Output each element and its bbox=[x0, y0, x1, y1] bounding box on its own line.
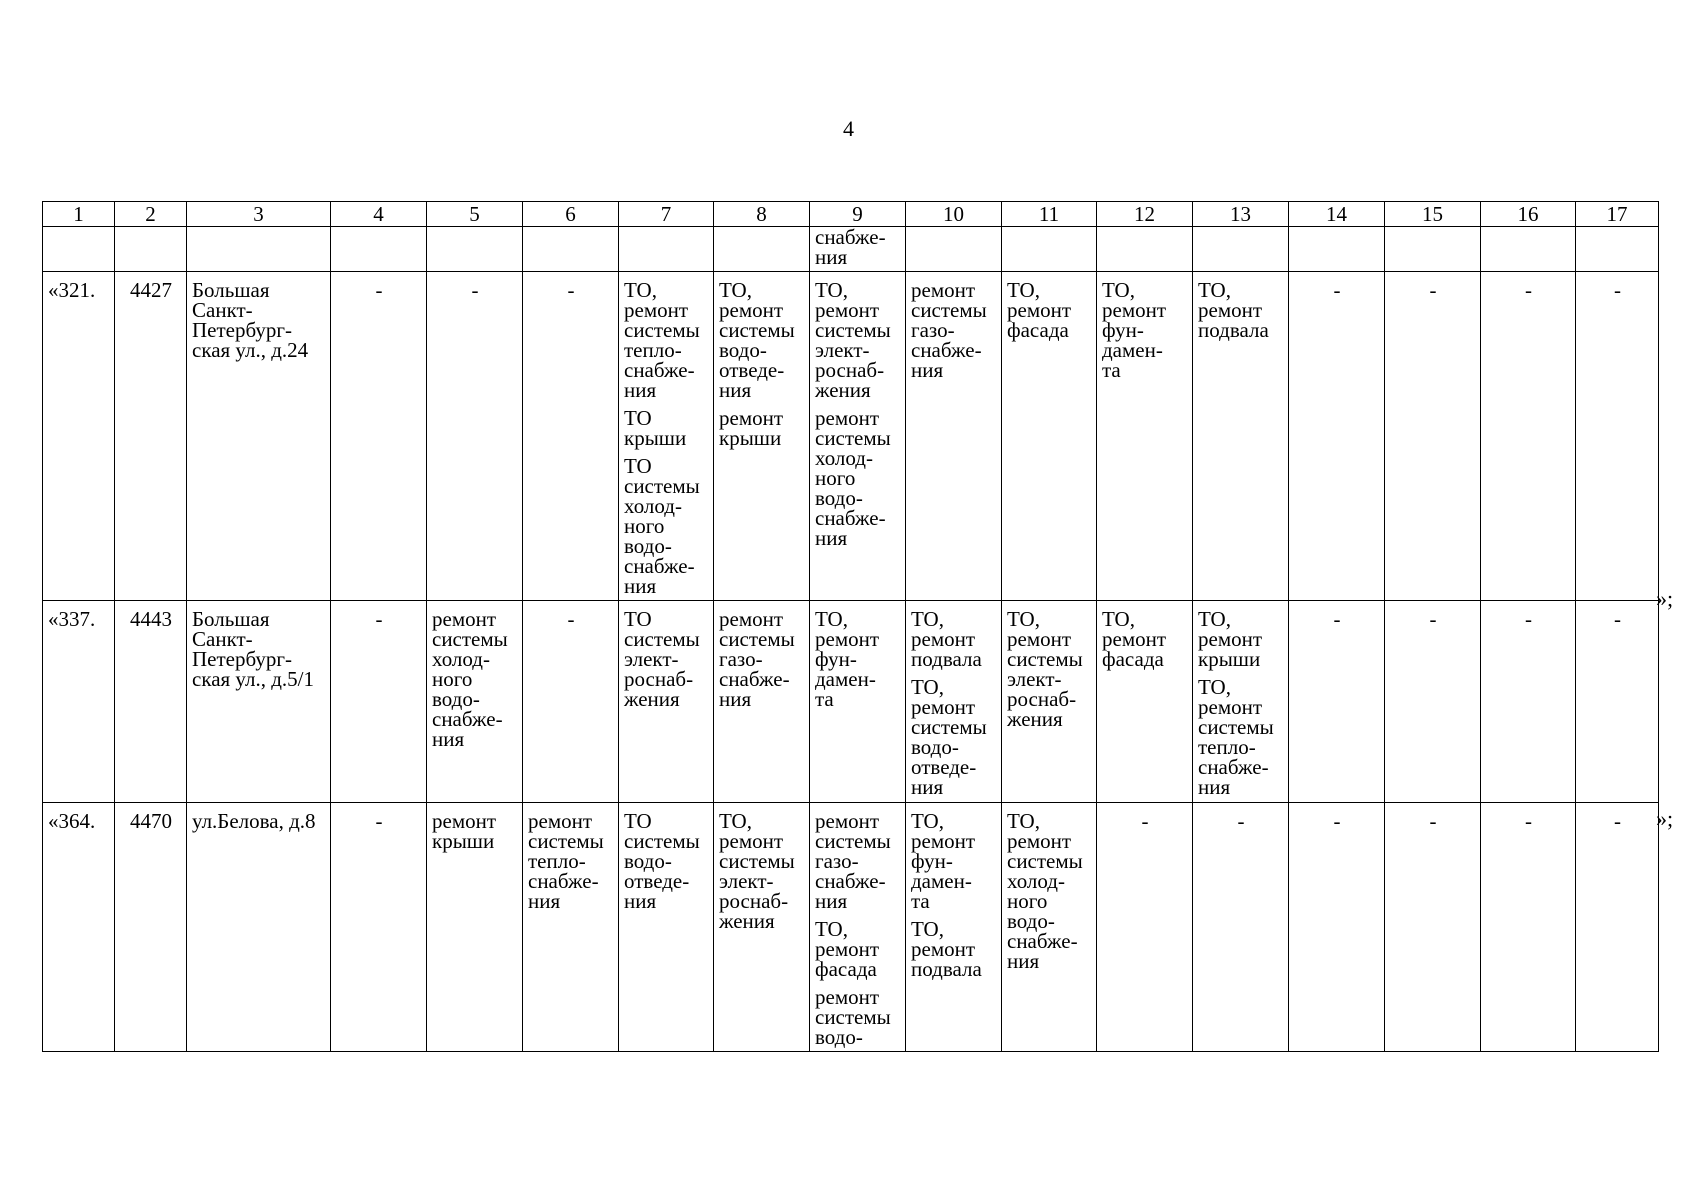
continuation-cell-13 bbox=[1193, 227, 1289, 272]
work-item: ТО, ремонт фасада bbox=[1007, 278, 1072, 342]
continuation-cell-4 bbox=[331, 227, 427, 272]
table-row bbox=[43, 272, 1659, 601]
empty-dash: - bbox=[1333, 278, 1341, 302]
work-cell-col-7 bbox=[619, 272, 714, 601]
continuation-cell-6 bbox=[523, 227, 619, 272]
work-cell-col-12 bbox=[1097, 803, 1193, 1052]
column-number-11: 11 bbox=[1002, 202, 1097, 227]
row-number: «337. bbox=[43, 601, 115, 803]
work-item: ТО крыши bbox=[624, 406, 687, 450]
empty-dash: - bbox=[1525, 278, 1532, 302]
work-cell-col-4 bbox=[331, 803, 427, 1052]
empty-dash: - bbox=[1333, 809, 1341, 833]
column-number-15: 15 bbox=[1385, 202, 1481, 227]
work-item: ремонт системы газо- снабже- ния bbox=[815, 809, 891, 913]
work-item: ремонт системы газо- снабже- ния bbox=[719, 607, 795, 711]
work-cell-col-8 bbox=[714, 601, 810, 803]
column-number-2: 2 bbox=[115, 202, 187, 227]
work-item: ТО, ремонт системы водо- отведе- ния bbox=[911, 675, 987, 799]
cell-text: снабже- ния bbox=[815, 226, 886, 269]
column-numbers-row bbox=[43, 202, 1659, 227]
empty-dash: - bbox=[375, 607, 383, 631]
work-item: ремонт системы холод- ного водо- снабже- ния bbox=[432, 607, 508, 751]
work-cell-col-7 bbox=[619, 601, 714, 803]
work-item: ТО, ремонт системы тепло- снабже- ния bbox=[1198, 675, 1274, 799]
empty-dash: - bbox=[1525, 607, 1532, 631]
work-cell-col-9 bbox=[810, 601, 906, 803]
work-item: ТО, ремонт подвала bbox=[1198, 278, 1269, 342]
work-item: ТО, ремонт системы холод- ного водо- снабже- ния bbox=[1007, 809, 1083, 973]
continuation-cell-3 bbox=[187, 227, 331, 272]
work-cell-col-7 bbox=[619, 803, 714, 1052]
work-cell-col-17 bbox=[1576, 272, 1659, 601]
column-number-9: 9 bbox=[810, 202, 906, 227]
column-number-6: 6 bbox=[523, 202, 619, 227]
work-cell-col-16 bbox=[1481, 601, 1576, 803]
continuation-cell-12 bbox=[1097, 227, 1193, 272]
work-cell-col-10 bbox=[906, 272, 1002, 601]
work-item: ТО системы водо- отведе- ния bbox=[624, 809, 700, 913]
work-cell-col-15 bbox=[1385, 601, 1481, 803]
work-cell-col-9 bbox=[810, 803, 906, 1052]
work-item: ТО, ремонт системы водо- отведе- ния bbox=[719, 278, 795, 402]
work-cell-col-5 bbox=[427, 601, 523, 803]
work-cell-col-13 bbox=[1193, 601, 1289, 803]
column-number-3: 3 bbox=[187, 202, 331, 227]
building-address bbox=[187, 803, 331, 1052]
work-item: ремонт системы газо- снабже- ния bbox=[911, 278, 987, 382]
column-number-13: 13 bbox=[1193, 202, 1289, 227]
column-number-10: 10 bbox=[906, 202, 1002, 227]
work-cell-col-10 bbox=[906, 803, 1002, 1052]
page-number: 4 bbox=[843, 116, 854, 141]
work-cell-col-15 bbox=[1385, 272, 1481, 601]
work-cell-col-14 bbox=[1289, 272, 1385, 601]
column-number-14: 14 bbox=[1289, 202, 1385, 227]
row-number: «364. bbox=[43, 803, 115, 1052]
empty-dash: - bbox=[1141, 809, 1149, 833]
table-row bbox=[43, 803, 1659, 1052]
work-item: ТО, ремонт фун- дамен- та bbox=[911, 809, 976, 913]
work-item: ТО системы холод- ного водо- снабже- ния bbox=[624, 454, 700, 598]
closing-quote-row-2: »; bbox=[1656, 806, 1674, 831]
continuation-cell-2 bbox=[115, 227, 187, 272]
continuation-cell-15 bbox=[1385, 227, 1481, 272]
column-number-8: 8 bbox=[714, 202, 810, 227]
work-item: ТО, ремонт фасада bbox=[1102, 607, 1167, 671]
column-number-7: 7 bbox=[619, 202, 714, 227]
work-cell-col-12 bbox=[1097, 272, 1193, 601]
work-cell-col-6 bbox=[523, 272, 619, 601]
continuation-cell-17 bbox=[1576, 227, 1659, 272]
empty-dash: - bbox=[1614, 278, 1621, 302]
column-number-5: 5 bbox=[427, 202, 523, 227]
work-cell-col-9 bbox=[810, 272, 906, 601]
work-cell-col-14 bbox=[1289, 601, 1385, 803]
work-item: ТО, ремонт подвала bbox=[911, 607, 982, 671]
work-cell-col-4 bbox=[331, 601, 427, 803]
building-code: 4443 bbox=[115, 601, 187, 803]
continuation-cell-10 bbox=[906, 227, 1002, 272]
empty-dash: - bbox=[1237, 809, 1245, 833]
work-item: ТО, ремонт системы элект- роснаб- жения bbox=[815, 278, 891, 402]
address-text: Большая Санкт- Петербург- ская ул., д.5/1 bbox=[192, 607, 315, 691]
work-cell-col-13 bbox=[1193, 803, 1289, 1052]
empty-dash: - bbox=[1525, 809, 1532, 833]
continuation-cell-7 bbox=[619, 227, 714, 272]
work-cell-col-11 bbox=[1002, 601, 1097, 803]
continuation-cell-9 bbox=[810, 227, 906, 272]
work-item: ремонт системы водо- bbox=[815, 985, 891, 1049]
work-item: ТО, ремонт фун- дамен- та bbox=[1102, 278, 1167, 382]
work-item: ТО, ремонт системы элект- роснаб- жения bbox=[719, 809, 795, 933]
row-number: «321. bbox=[43, 272, 115, 601]
building-code: 4470 bbox=[115, 803, 187, 1052]
work-cell-col-14 bbox=[1289, 803, 1385, 1052]
work-cell-col-4 bbox=[331, 272, 427, 601]
work-cell-col-8 bbox=[714, 803, 810, 1052]
work-item: ТО, ремонт системы элект- роснаб- жения bbox=[1007, 607, 1083, 731]
work-item: ремонт системы тепло- снабже- ния bbox=[528, 809, 604, 913]
empty-dash: - bbox=[375, 809, 383, 833]
work-cell-col-17 bbox=[1576, 803, 1659, 1052]
table-row bbox=[43, 601, 1659, 803]
empty-dash: - bbox=[1429, 278, 1437, 302]
work-cell-col-16 bbox=[1481, 272, 1576, 601]
building-code: 4427 bbox=[115, 272, 187, 601]
column-number-16: 16 bbox=[1481, 202, 1576, 227]
column-number-12: 12 bbox=[1097, 202, 1193, 227]
address-text: ул.Белова, д.8 bbox=[192, 809, 316, 833]
empty-dash: - bbox=[567, 607, 575, 631]
closing-quote-row-1: »; bbox=[1656, 586, 1674, 611]
work-cell-col-8 bbox=[714, 272, 810, 601]
work-item: ремонт системы холод- ного водо- снабже- ния bbox=[815, 406, 891, 550]
work-item: ремонт крыши bbox=[719, 406, 784, 450]
empty-dash: - bbox=[1614, 607, 1621, 631]
column-number-4: 4 bbox=[331, 202, 427, 227]
work-cell-col-15 bbox=[1385, 803, 1481, 1052]
building-address bbox=[187, 272, 331, 601]
work-item: ТО, ремонт фун- дамен- та bbox=[815, 607, 880, 711]
work-cell-col-5 bbox=[427, 803, 523, 1052]
work-cell-col-17 bbox=[1576, 601, 1659, 803]
work-cell-col-13 bbox=[1193, 272, 1289, 601]
work-cell-col-10 bbox=[906, 601, 1002, 803]
building-address bbox=[187, 601, 331, 803]
works-table bbox=[42, 201, 1659, 1052]
work-item: ТО, ремонт фасада bbox=[815, 917, 880, 981]
work-item: ТО, ремонт подвала bbox=[911, 917, 982, 981]
empty-dash: - bbox=[567, 278, 575, 302]
empty-dash: - bbox=[375, 278, 383, 302]
work-cell-col-11 bbox=[1002, 803, 1097, 1052]
work-cell-col-6 bbox=[523, 803, 619, 1052]
work-item: ремонт крыши bbox=[432, 809, 497, 853]
address-text: Большая Санкт- Петербург- ская ул., д.24 bbox=[192, 278, 309, 362]
empty-dash: - bbox=[1614, 809, 1621, 833]
work-cell-col-5 bbox=[427, 272, 523, 601]
continuation-cell-5 bbox=[427, 227, 523, 272]
empty-dash: - bbox=[1429, 607, 1437, 631]
work-cell-col-6 bbox=[523, 601, 619, 803]
column-number-17: 17 bbox=[1576, 202, 1659, 227]
continuation-cell-11 bbox=[1002, 227, 1097, 272]
work-cell-col-16 bbox=[1481, 803, 1576, 1052]
empty-dash: - bbox=[1429, 809, 1437, 833]
continuation-cell-16 bbox=[1481, 227, 1576, 272]
column-number-1: 1 bbox=[43, 202, 115, 227]
continuation-cell-8 bbox=[714, 227, 810, 272]
empty-dash: - bbox=[471, 278, 479, 302]
continuation-cell-14 bbox=[1289, 227, 1385, 272]
work-item: ТО, ремонт крыши bbox=[1198, 607, 1263, 671]
work-cell-col-12 bbox=[1097, 601, 1193, 803]
work-cell-col-11 bbox=[1002, 272, 1097, 601]
work-item: ТО, ремонт системы тепло- снабже- ния bbox=[624, 278, 700, 402]
continuation-cell-1 bbox=[43, 227, 115, 272]
continuation-row bbox=[43, 227, 1659, 272]
empty-dash: - bbox=[1333, 607, 1341, 631]
work-item: ТО системы элект- роснаб- жения bbox=[624, 607, 700, 711]
